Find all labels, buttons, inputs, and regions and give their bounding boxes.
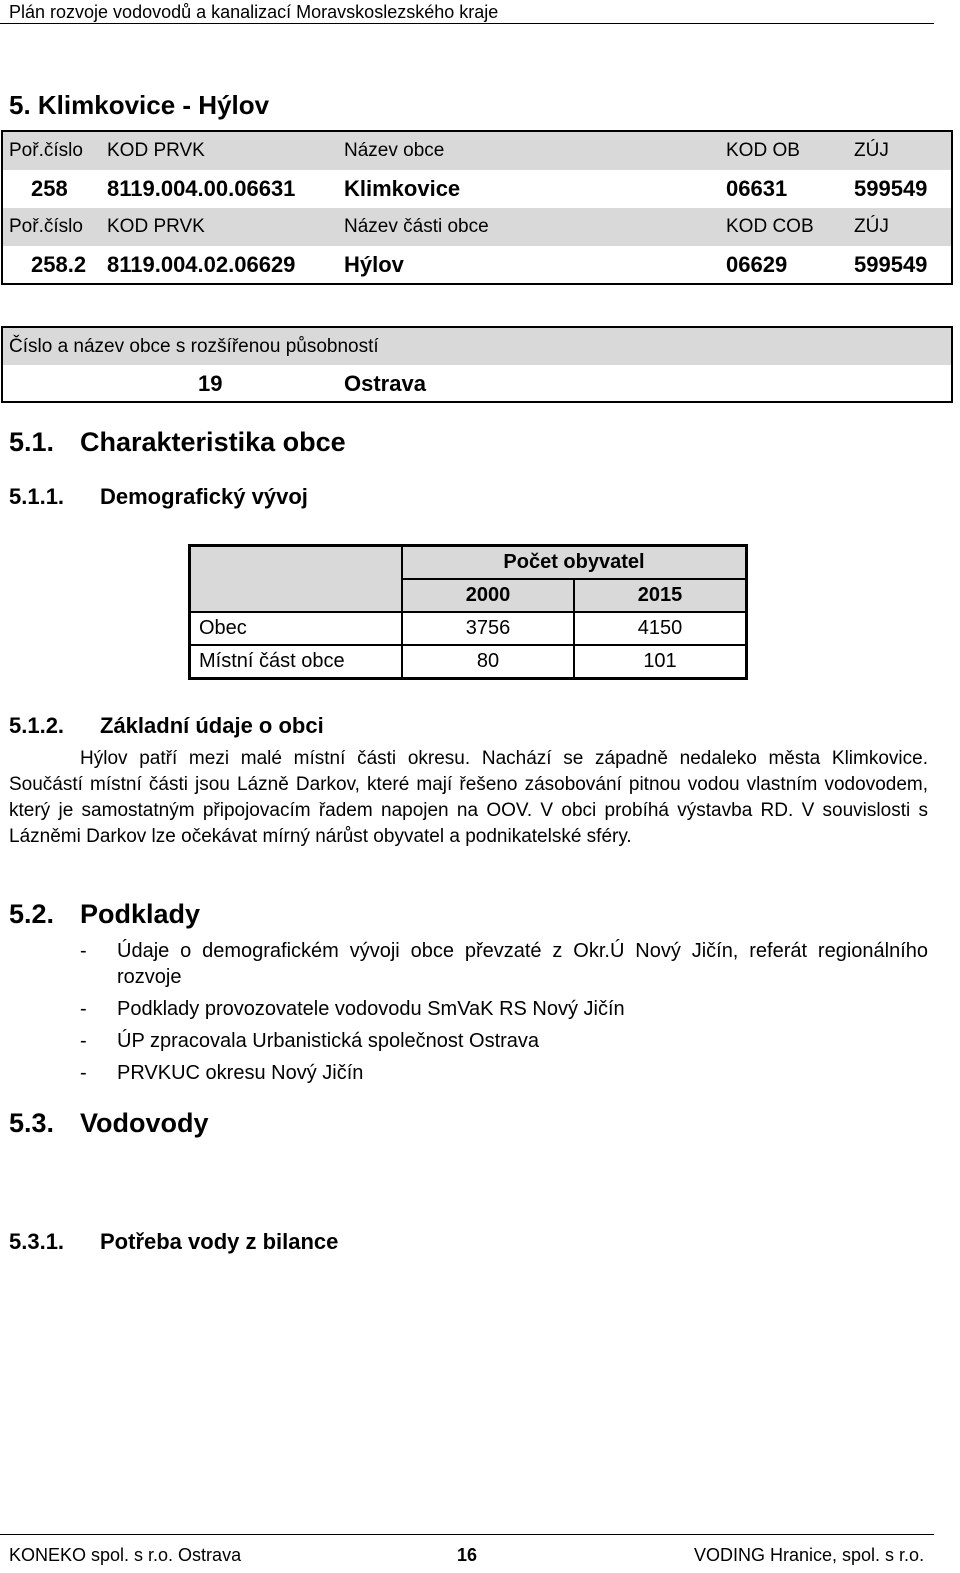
value-kod-prvk: 8119.004.02.06629 bbox=[107, 252, 296, 277]
value-poradove-cislo: 258 bbox=[31, 176, 68, 201]
paragraph-text: Hýlov patří mezi malé místní části okresu. Nachází se západně nedaleko města Klimkovice. Součástí místní části jsou Lázně Darkov, které mají řešeno zásobování pitnou vodou vlastním vodovodem, který je samostatným připojovacím řadem napojen na OOV. V obci probíhá výstavba RD. V souvislosti s Lázněmi Darkov lze očekávat mírný nárůst obyvatel a podnikatelské sféry. bbox=[9, 748, 928, 847]
heading-5-2-number: 5.2. bbox=[9, 899, 55, 929]
orp-label-row bbox=[3, 328, 951, 365]
page-number: 16 bbox=[457, 1545, 478, 1565]
podklady-list bbox=[80, 938, 928, 1092]
footer-rule bbox=[0, 1534, 934, 1535]
value-kod-cob: 06629 bbox=[726, 252, 788, 277]
row-label-mistni-cast: Místní část obce bbox=[190, 645, 403, 679]
orp-name: Ostrava bbox=[344, 371, 426, 396]
value-poradove-cislo: 258.2 bbox=[31, 252, 87, 277]
heading-5-3-number: 5.3. bbox=[9, 1108, 55, 1138]
id-header-row bbox=[3, 132, 951, 170]
heading-5-1-1-title: Demografický vývoj bbox=[100, 484, 308, 509]
section-title: 5. Klimkovice - Hýlov bbox=[9, 90, 270, 120]
cell-obec-2000: 3756 bbox=[402, 612, 574, 645]
cell-mistni-cast-2015: 101 bbox=[574, 645, 747, 679]
heading-5-2-title: Podklady bbox=[80, 899, 201, 929]
heading-5-3-1-title: Potřeba vody z bilance bbox=[100, 1229, 339, 1254]
col-nazev-obce: Název obce bbox=[344, 140, 445, 161]
heading-5-3-1-number: 5.3.1. bbox=[9, 1229, 65, 1254]
value-nazev-casti-obce: Hýlov bbox=[344, 252, 404, 277]
col-kod-prvk: KOD PRVK bbox=[107, 216, 205, 237]
col-zuj: ZÚJ bbox=[854, 140, 889, 161]
heading-5-1-2-title: Základní údaje o obci bbox=[100, 713, 324, 738]
value-zuj: 599549 bbox=[854, 176, 928, 201]
value-kod-ob: 06631 bbox=[726, 176, 788, 201]
demographic-table bbox=[188, 544, 748, 680]
value-nazev-obce: Klimkovice bbox=[344, 176, 461, 201]
col-zuj: ZÚJ bbox=[854, 216, 889, 237]
year-header-2015: 2015 bbox=[574, 579, 747, 612]
table-corner-cell bbox=[190, 546, 403, 613]
orp-box bbox=[1, 326, 953, 403]
list-item: - ÚP zpracovala Urbanistická společnost Ostrava bbox=[80, 1030, 540, 1052]
footer-left: KONEKO spol. s r.o. Ostrava bbox=[9, 1545, 242, 1565]
year-header-2000: 2000 bbox=[402, 579, 574, 612]
heading-5-1-number: 5.1. bbox=[9, 427, 55, 457]
col-poradove-cislo: Poř.číslo bbox=[9, 140, 83, 161]
heading-5-3-title: Vodovody bbox=[80, 1108, 209, 1138]
col-kod-prvk: KOD PRVK bbox=[107, 140, 205, 161]
header-rule bbox=[0, 23, 934, 24]
col-nazev-casti-obce: Název části obce bbox=[344, 216, 489, 237]
footer-right: VODING Hranice, spol. s r.o. bbox=[694, 1545, 925, 1565]
heading-5-1-1-number: 5.1.1. bbox=[9, 484, 65, 509]
orp-number: 19 bbox=[198, 371, 223, 396]
document-header-title: Plán rozvoje vodovodů a kanalizací Moravskoslezského kraje bbox=[9, 2, 499, 22]
heading-5-1-2-number: 5.1.2. bbox=[9, 713, 65, 738]
orp-label: Číslo a název obce s rozšířenou působností bbox=[9, 336, 379, 357]
value-kod-prvk: 8119.004.00.06631 bbox=[107, 176, 296, 201]
heading-5-1-title: Charakteristika obce bbox=[80, 427, 346, 457]
value-zuj: 599549 bbox=[854, 252, 928, 277]
list-item: - PRVKUC okresu Nový Jičín bbox=[80, 1062, 364, 1084]
list-item: - Údaje o demografickém vývoji obce převzaté z Okr.Ú Nový Jičín, referát regionálního rozvoje bbox=[80, 940, 928, 988]
table-row bbox=[190, 645, 747, 679]
id-header-row-cast bbox=[3, 208, 951, 246]
id-value-row-obec bbox=[3, 170, 951, 208]
row-label-obec: Obec bbox=[190, 612, 403, 645]
cell-mistni-cast-2000: 80 bbox=[402, 645, 574, 679]
list-item: - Podklady provozovatele vodovodu SmVaK RS Nový Jičín bbox=[80, 998, 625, 1020]
col-kod-ob: KOD OB bbox=[726, 140, 800, 161]
col-kod-cob: KOD COB bbox=[726, 216, 814, 237]
body-paragraph bbox=[9, 746, 928, 850]
id-value-row-cast bbox=[3, 246, 951, 284]
col-poradove-cislo: Poř.číslo bbox=[9, 216, 83, 237]
orp-value-row bbox=[3, 365, 951, 401]
cell-obec-2015: 4150 bbox=[574, 612, 747, 645]
group-header-pocet-obyvatel: Počet obyvatel bbox=[402, 546, 747, 580]
table-row bbox=[190, 612, 747, 645]
identification-table bbox=[1, 130, 953, 285]
